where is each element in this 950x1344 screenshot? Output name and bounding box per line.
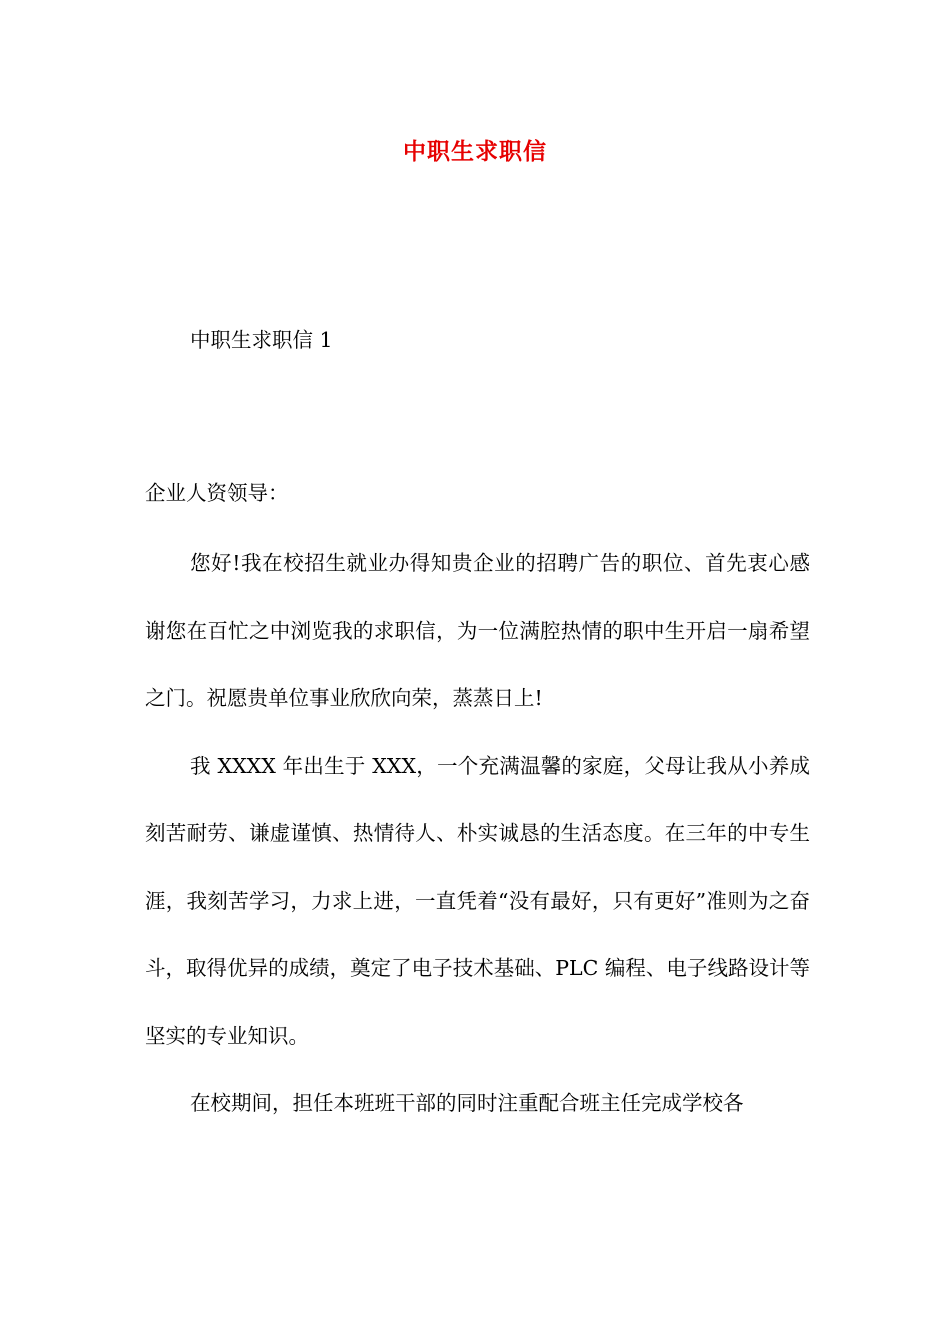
paragraph-background: 我 XXXX 年出生于 XXX，一个充满温馨的家庭，父母让我从小养成刻苦耐劳、谦虚谨慎、热情待人、朴实诚恳的生活态度。在三年的中专生涯，我刻苦学习，力求上进，一直凭着“没有最好，只有更好”准则为之奋斗，取得优异的成绩，奠定了电子技术基础、PLC 编程、电子线路设计等坚实的专业知识。 — [145, 753, 810, 1048]
section-heading: 中职生求职信 1 — [190, 328, 333, 352]
paragraph-greeting: 您好!我在校招生就业办得知贵企业的招聘广告的职位、首先衷心感谢您在百忙之中浏览我的求职信，为一位满腔热情的职中生开启一扇希望之门。祝愿贵单位事业欣欣向荣，蒸蒸日上! — [145, 551, 810, 710]
salutation: 企业人资领导： — [145, 481, 289, 505]
letter-body — [145, 530, 810, 1138]
document-title: 中职生求职信 — [403, 138, 547, 165]
paragraph-school: 在校期间，担任本班班干部的同时注重配合班主任完成学校各 — [190, 1091, 744, 1115]
